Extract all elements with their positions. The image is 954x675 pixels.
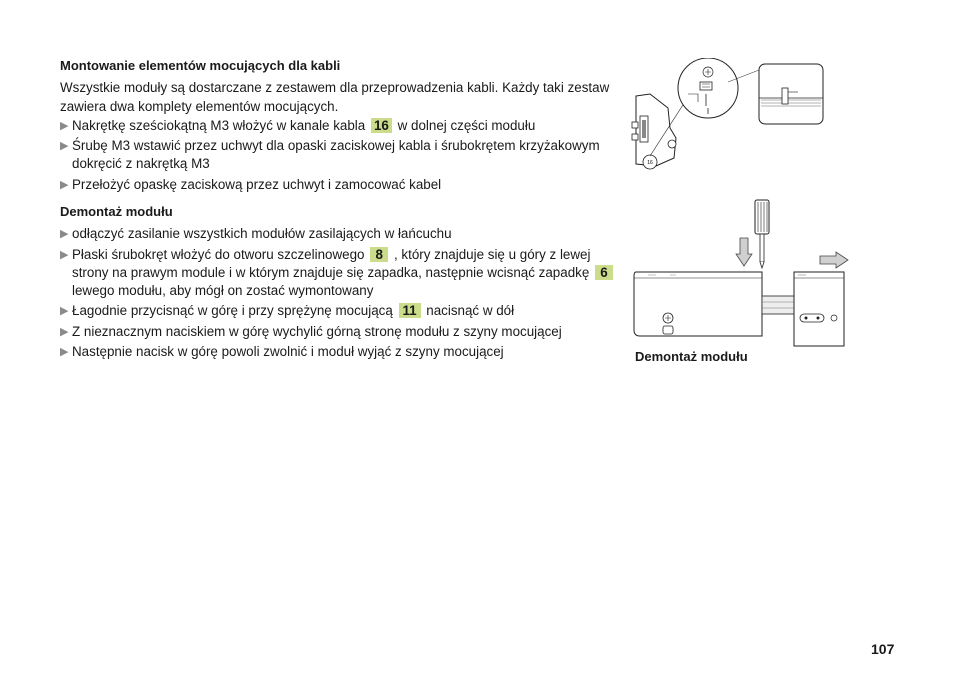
list-item: ▶ Z nieznacznym naciskiem w górę wychylić górną stronę modułu z szyny mocującej	[60, 323, 620, 341]
module-removal-figure	[630, 196, 860, 348]
triangle-right-icon: ▶	[60, 119, 69, 132]
list-item: ▶ Nakrętkę sześciokątną M3 włożyć w kanale kabla 16 w dolnej części modułu	[60, 117, 620, 135]
list-item: ▶ Płaski śrubokręt włożyć do otworu szczelinowego 8 , który znajduje się u góry z lewej strony na prawym module i w którym znajduje się zapadka, następnie wcisnąć zapadkę 6 lewego modułu, aby mógł on zostać wymontowany	[60, 246, 620, 301]
section-module-removal	[60, 203, 620, 363]
list-item: ▶ Przełożyć opaskę zaciskową przez uchwyt i zamocować kabel	[60, 176, 620, 194]
right-arrow-icon	[820, 252, 848, 268]
triangle-right-icon: ▶	[60, 305, 69, 318]
section-heading: Montowanie elementów mocujących dla kabli	[60, 58, 341, 73]
intro-paragraph: Wszystkie moduły są dostarczane z zestawem dla przeprowadzenia kabli. Każdy taki zestaw zawiera dwa komplety elementów mocujących.	[60, 80, 610, 114]
triangle-right-icon: ▶	[60, 248, 69, 261]
list-item: ▶ Śrubę M3 wstawić przez uchwyt dla opaski zaciskowej kabla i śrubokrętem krzyżakowym dokręcić z nakrętką M3	[60, 138, 600, 172]
callout-badge: 8	[370, 247, 388, 262]
triangle-right-icon: ▶	[60, 228, 69, 241]
triangle-right-icon: ▶	[60, 346, 69, 359]
list-item: ▶ odłączyć zasilanie wszystkich modułów zasilających w łańcuchu	[60, 225, 620, 243]
triangle-right-icon: ▶	[60, 178, 69, 191]
triangle-right-icon: ▶	[60, 325, 69, 338]
figure-caption: Demontaż modułu	[635, 349, 748, 364]
cable-mount-figure	[628, 58, 828, 178]
page-number: 107	[871, 641, 895, 657]
triangle-right-icon: ▶	[60, 140, 69, 153]
callout-label: 16	[647, 160, 653, 166]
section-heading: Demontaż modułu	[60, 204, 173, 219]
callout-badge: 6	[595, 265, 613, 280]
down-arrow-icon	[736, 238, 752, 266]
list-item: ▶ Łagodnie przycisnąć w górę i przy sprężynę mocującą 11 nacisnąć w dół	[60, 302, 620, 320]
callout-badge: 16	[371, 118, 392, 133]
callout-badge: 11	[399, 303, 421, 318]
list-item: ▶ Następnie nacisk w górę powoli zwolnić i moduł wyjąć z szyny mocującej	[60, 343, 620, 361]
section-cable-mounting	[60, 57, 620, 196]
